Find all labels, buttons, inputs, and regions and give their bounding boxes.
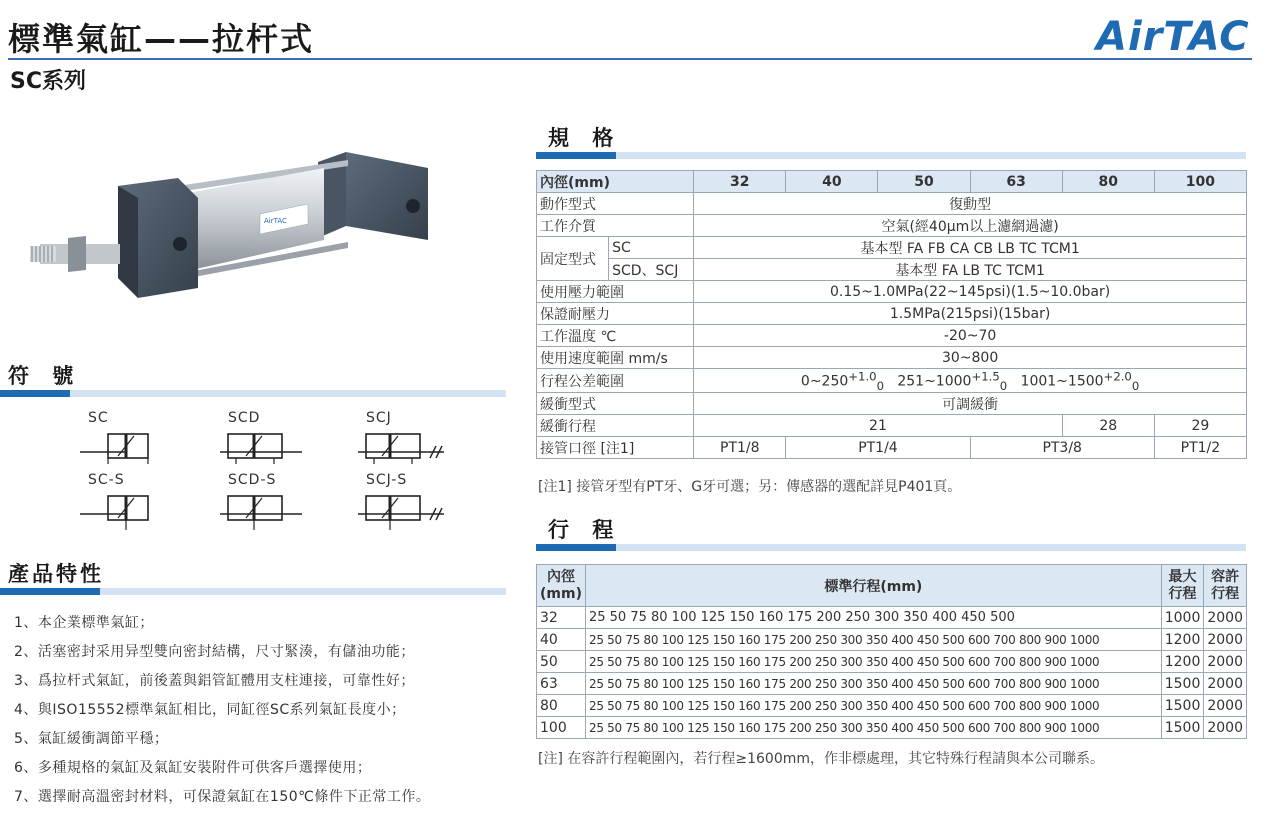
spec-value: -20~70: [694, 325, 1247, 347]
bore-col: 50: [878, 171, 970, 193]
table-row: 50 25 50 75 80 100 125 150 160 175 200 250 300 350 400 450 500 600 700 800 900 1000 1200 2000: [537, 651, 1247, 673]
spec-row-mount-sc: [537, 237, 1247, 259]
spec-value: 21: [694, 415, 1063, 437]
spec-row-temp: [537, 325, 1247, 347]
symbol-scj-icon: [356, 428, 466, 472]
spec-value: 28: [1062, 415, 1154, 437]
spec-row-tolerance: [537, 369, 1247, 393]
table-row: 100 25 50 75 80 100 125 150 160 175 200 250 300 350 400 450 500 600 700 800 900 1000 1500 2000: [537, 717, 1247, 739]
stroke-col-max: 最大 行程: [1161, 565, 1204, 607]
spec-row-pressure: [537, 281, 1247, 303]
spec-label: 行程公差範圍: [537, 369, 694, 393]
spec-value: PT1/8: [694, 437, 786, 459]
spec-heading: 規 格: [548, 126, 622, 150]
spec-label: 工作溫度 ℃: [537, 325, 694, 347]
spec-table: [536, 170, 1247, 459]
spec-sublabel: SCD、SCJ: [609, 259, 694, 281]
feature-item: 3、爲拉杆式氣缸，前後蓋與鋁管缸體用支柱連接，可靠性好；: [14, 673, 415, 689]
spec-label: 固定型式: [537, 237, 609, 281]
tolerance-upper: +1.0: [848, 369, 877, 383]
tolerance-range: 251~1000: [897, 373, 972, 390]
stroke-heading-bar: [536, 544, 1246, 551]
table-row: 63 25 50 75 80 100 125 150 160 175 200 250 300 350 400 450 500 600 700 800 900 1000 1500 2000: [537, 673, 1247, 695]
symbol-label-scd: SCD: [228, 410, 261, 426]
spec-row-cushion: [537, 393, 1247, 415]
header-divider: [8, 58, 1252, 60]
symbol-label-sc: SC: [88, 410, 109, 426]
table-row: 32 25 50 75 80 100 125 150 160 175 200 250 300 350 400 450 500 1000 2000: [537, 607, 1247, 629]
tolerance-lower: 0: [999, 378, 1008, 393]
spec-value: 1.5MPa(215psi)(15bar): [694, 303, 1247, 325]
stroke-header-row: [537, 565, 1247, 607]
stroke-col-allow: 容許 行程: [1204, 565, 1247, 607]
feature-item: 2、活塞密封采用异型雙向密封結構，尺寸緊湊，有儲油功能；: [14, 644, 415, 660]
spec-value: 復動型: [694, 193, 1247, 215]
tolerance-range: 0~250: [800, 373, 849, 390]
spec-value: [694, 369, 1247, 393]
spec-value: 空氣(經40μm以上濾網過濾): [694, 215, 1247, 237]
features-heading-bar: [0, 588, 506, 595]
spec-row-acting: [537, 193, 1247, 215]
tolerance-lower: 0: [876, 378, 884, 393]
cylinder-product-image: [28, 148, 438, 318]
spec-value: 0.15~1.0MPa(22~145psi)(1.5~10.0bar): [694, 281, 1247, 303]
symbol-sc-s-icon: [78, 490, 188, 534]
series-subtitle: SC系列: [10, 69, 86, 94]
bore-col: 80: [1062, 171, 1154, 193]
table-row: 40 25 50 75 80 100 125 150 160 175 200 250 300 350 400 450 500 600 700 800 900 1000 1200 2000: [537, 629, 1247, 651]
spec-row-port: [537, 437, 1247, 459]
svg-text:AirTAC: AirTAC: [1096, 14, 1250, 56]
tolerance-lower: 0: [1131, 378, 1140, 393]
symbol-scd-s-icon: [218, 490, 328, 534]
spec-label: 使用壓力範圍: [537, 281, 694, 303]
airtac-logo: [1092, 12, 1254, 56]
spec-header-row: [537, 171, 1247, 193]
symbol-label-scd-s: SCD-S: [228, 472, 277, 488]
symbols-heading: 符 號: [8, 364, 82, 388]
symbol-scj-s-icon: [356, 490, 466, 534]
stroke-col-standard: 標準行程(mm): [585, 565, 1161, 607]
feature-item: 5、氣缸緩衝調節平穩；: [14, 731, 169, 747]
bore-col: 100: [1154, 171, 1246, 193]
spec-sublabel: SC: [609, 237, 694, 259]
spec-row-speed: [537, 347, 1247, 369]
symbol-sc-icon: [78, 428, 188, 472]
spec-value: 29: [1154, 415, 1246, 437]
spec-value: PT3/8: [970, 437, 1154, 459]
spec-label: 使用速度範圍 mm/s: [537, 347, 694, 369]
bore-col: 63: [970, 171, 1062, 193]
spec-label: 保證耐壓力: [537, 303, 694, 325]
spec-value: 基本型 FA FB CA CB LB TC TCM1: [694, 237, 1247, 259]
product-label-text: AirTAC: [264, 217, 287, 225]
symbol-label-sc-s: SC-S: [88, 472, 125, 488]
symbol-label-scj-s: SCJ-S: [366, 472, 408, 488]
spec-label: 動作型式: [537, 193, 694, 215]
stroke-table: [536, 564, 1247, 739]
spec-heading-bar: [536, 152, 1246, 159]
features-heading: 產品特性: [8, 562, 104, 586]
table-row: 80 25 50 75 80 100 125 150 160 175 200 250 300 350 400 450 500 600 700 800 900 1000 1500 2000: [537, 695, 1247, 717]
spec-value: 基本型 FA LB TC TCM1: [694, 259, 1247, 281]
stroke-col-bore: 內徑 (mm): [537, 565, 586, 607]
tolerance-upper: +1.5: [971, 369, 1000, 383]
spec-value: 30~800: [694, 347, 1247, 369]
spec-row-proof: [537, 303, 1247, 325]
spec-label: 緩衝型式: [537, 393, 694, 415]
symbol-scd-icon: [218, 428, 328, 472]
spec-value: 可調緩衝: [694, 393, 1247, 415]
spec-value: PT1/2: [1154, 437, 1246, 459]
stroke-note: [注] 在容許行程範圍內，若行程≥1600mm，作非標處理，其它特殊行程請與本公司聯系。: [538, 751, 1105, 767]
page-title: 標準氣缸——拉杆式: [8, 20, 315, 58]
symbol-label-scj: SCJ: [366, 410, 392, 426]
spec-label: 接管口徑 [注1]: [537, 437, 694, 459]
spec-label: 緩衝行程: [537, 415, 694, 437]
feature-item: 7、選擇耐高溫密封材料，可保證氣缸在150℃條件下正常工作。: [14, 789, 431, 805]
feature-item: 1、本企業標準氣缸；: [14, 615, 154, 631]
bore-col: 32: [694, 171, 786, 193]
spec-row-medium: [537, 215, 1247, 237]
symbols-heading-bar: [0, 390, 506, 397]
spec-note: [注1] 接管牙型有PT牙、G牙可選；另：傳感器的選配詳見P401頁。: [538, 479, 962, 495]
feature-item: 4、與ISO15552標準氣缸相比，同缸徑SC系列氣缸長度小；: [14, 702, 406, 718]
feature-item: 6、多種規格的氣缸及氣缸安裝附件可供客戶選擇使用；: [14, 760, 372, 776]
bore-col: 40: [786, 171, 878, 193]
tolerance-upper: +2.0: [1103, 369, 1132, 383]
spec-label: 工作介質: [537, 215, 694, 237]
spec-row-cushion-stroke: [537, 415, 1247, 437]
tolerance-range: 1001~1500: [1020, 373, 1104, 390]
spec-header-label: 內徑(mm): [537, 171, 694, 193]
stroke-heading: 行 程: [548, 518, 622, 542]
spec-row-mount-scd: [537, 259, 1247, 281]
spec-value: PT1/4: [786, 437, 970, 459]
